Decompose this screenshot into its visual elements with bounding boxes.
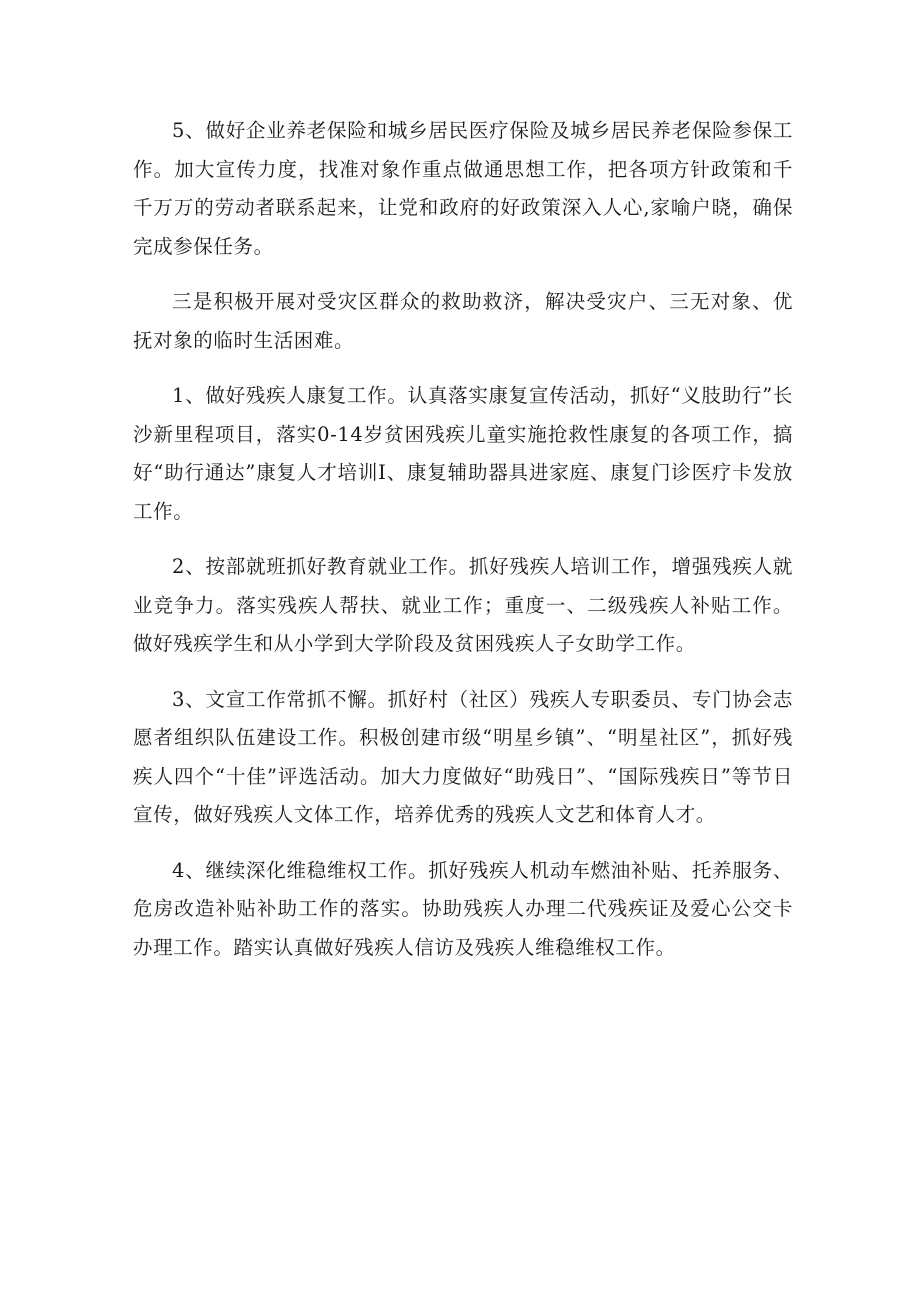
paragraph-rights-protection: 4、继续深化维稳维权工作。抓好残疾人机动车燃油补贴、托养服务、危房改造补贴补助工作的落实。协助残疾人办理二代残疾证及爱心公交卡办理工作。踏实认真做好残疾人信访及残疾人维稳维权工作。 bbox=[133, 858, 793, 959]
paragraph-rehabilitation: 1、做好残疾人康复工作。认真落实康复宣传活动，抓好“义肢助行”长沙新里程项目，落实0-14岁贫困残疾儿童实施抢救性康复的各项工作，搞好“助行通达”康复人才培训I、康复辅助器具进家庭、康复门诊医疗卡发放工作。 bbox=[133, 384, 793, 523]
document-body bbox=[133, 112, 793, 984]
paragraph-publicity: 3、文宣工作常抓不懈。抓好村（社区）残疾人专职委员、专门协会志愿者组织队伍建设工作。积极创建市级“明星乡镇”、“明星社区”，抓好残疾人四个“十佳”评选活动。加大力度做好“助残日”、“国际残疾日”等节日宣传，做好残疾人文体工作，培养优秀的残疾人文艺和体育人才。 bbox=[133, 687, 793, 826]
paragraph-disaster-relief: 三是积极开展对受灾区群众的救助救济，解决受灾户、三无对象、优抚对象的临时生活困难。 bbox=[133, 290, 793, 352]
paragraph-insurance: 5、做好企业养老保险和城乡居民医疗保险及城乡居民养老保险参保工作。加大宣传力度，找准对象作重点做通思想工作，把各项方针政策和千千万万的劳动者联系起来，让党和政府的好政策深入人心,家喻户晓，确保完成参保任务。 bbox=[133, 119, 793, 258]
paragraph-education-employment: 2、按部就班抓好教育就业工作。抓好残疾人培训工作，增强残疾人就业竞争力。落实残疾人帮扶、就业工作；重度一、二级残疾人补贴工作。做好残疾学生和从小学到大学阶段及贫困残疾人子女助学工作。 bbox=[133, 555, 793, 655]
